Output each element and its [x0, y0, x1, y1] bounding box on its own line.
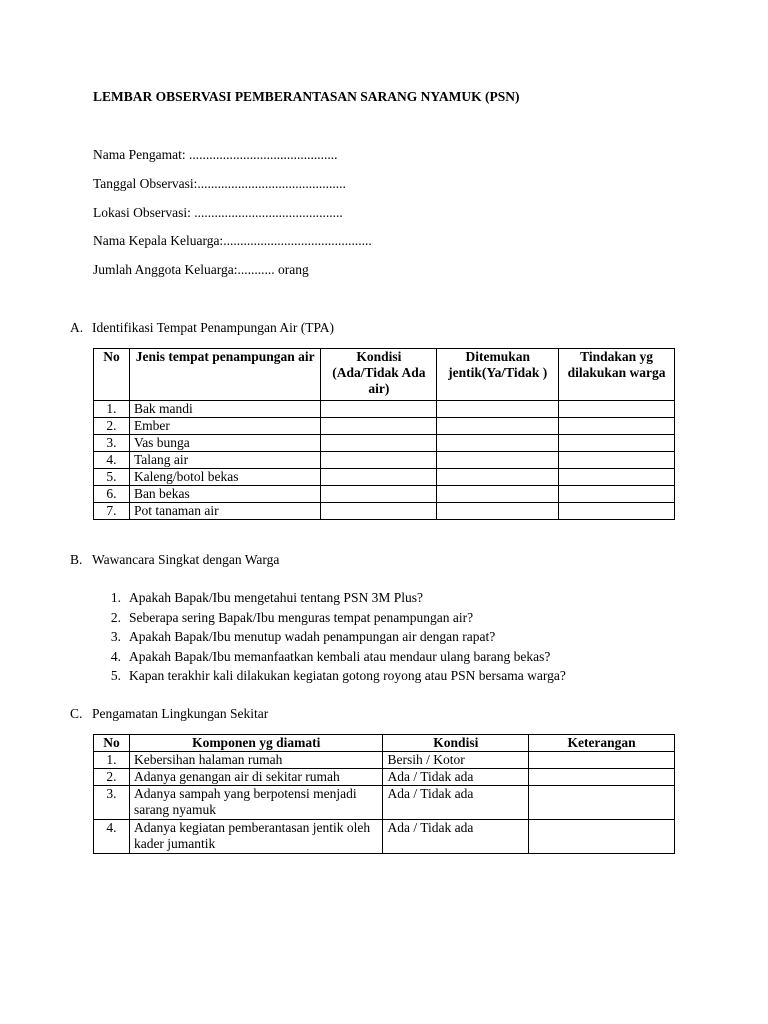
tindakan-cell[interactable] [559, 401, 675, 418]
jentik-cell[interactable] [437, 452, 559, 469]
tindakan-cell[interactable] [559, 418, 675, 435]
jentik-cell[interactable] [437, 418, 559, 435]
kondisi-option[interactable]: Ada / Tidak ada [383, 786, 529, 820]
section-b-title: Wawancara Singkat dengan Warga [92, 552, 280, 567]
section-a-title: Identifikasi Tempat Penampungan Air (TPA) [92, 320, 335, 335]
section-c-letter: C. [70, 706, 83, 721]
jentik-cell[interactable] [437, 435, 559, 452]
question-text: Apakah Bapak/Ibu memanfaatkan kembali atau mendaur ulang barang bekas? [129, 648, 551, 664]
list-item [93, 627, 566, 647]
tindakan-cell[interactable] [559, 435, 675, 452]
section-b-heading [70, 552, 279, 568]
table-row [94, 452, 675, 469]
keterangan-cell[interactable] [529, 752, 675, 769]
table-row [94, 769, 675, 786]
kondisi-option[interactable]: Ada / Tidak ada [383, 769, 529, 786]
kondisi-cell[interactable] [321, 503, 437, 520]
kondisi-cell[interactable] [321, 418, 437, 435]
row-number: 1. [94, 752, 130, 769]
jentik-cell[interactable] [437, 503, 559, 520]
section-c-heading [70, 706, 268, 722]
keterangan-cell[interactable] [529, 820, 675, 854]
tindakan-cell[interactable] [559, 486, 675, 503]
table-row [94, 435, 675, 452]
komponen-item: Adanya kegiatan pemberantasan jentik oleh kader jumantik [129, 820, 383, 854]
question-text: Apakah Bapak/Ibu menutup wadah penampungan air dengan rapat? [129, 629, 496, 644]
list-item [93, 666, 566, 686]
tpa-item: Ban bekas [129, 486, 321, 503]
table-row [94, 401, 675, 418]
field-nama-pengamat: Nama Pengamat: ............................................ [93, 147, 338, 162]
jentik-cell[interactable] [437, 486, 559, 503]
field-nama-kepala-keluarga: Nama Kepala Keluarga:............................................ [93, 233, 372, 248]
row-number: 3. [94, 435, 130, 452]
tpa-table [93, 348, 675, 520]
table-row [94, 752, 675, 769]
list-item [93, 647, 566, 667]
kondisi-cell[interactable] [321, 435, 437, 452]
list-item [93, 608, 566, 628]
tpa-header-jenis: Jenis tempat penampungan air [129, 349, 321, 401]
field-lokasi-observasi: Lokasi Observasi: ............................................ [93, 205, 343, 220]
section-a-heading [70, 320, 334, 336]
komponen-item: Adanya genangan air di sekitar rumah [129, 769, 383, 786]
keterangan-cell[interactable] [529, 769, 675, 786]
list-item [93, 588, 566, 608]
row-number: 2. [94, 418, 130, 435]
question-number: 1. [110, 590, 121, 605]
document-title: LEMBAR OBSERVASI PEMBERANTASAN SARANG NYAMUK (PSN) [93, 89, 520, 104]
jentik-cell[interactable] [437, 401, 559, 418]
table-row [94, 503, 675, 520]
kondisi-cell[interactable] [321, 401, 437, 418]
interview-questions [93, 588, 566, 686]
kondisi-cell[interactable] [321, 486, 437, 503]
table-row [94, 418, 675, 435]
lingkungan-table-header [94, 735, 675, 752]
tindakan-cell[interactable] [559, 452, 675, 469]
tpa-item: Talang air [129, 452, 321, 469]
tpa-item: Kaleng/botol bekas [129, 469, 321, 486]
row-number: 6. [94, 486, 130, 503]
section-b-letter: B. [70, 552, 83, 567]
question-number: 5. [110, 668, 121, 683]
table-row [94, 469, 675, 486]
lingkungan-table [93, 734, 675, 854]
field-tanggal-observasi: Tanggal Observasi:............................................ [93, 176, 346, 191]
row-number: 4. [94, 820, 130, 854]
jentik-cell[interactable] [437, 469, 559, 486]
komponen-item: Kebersihan halaman rumah [129, 752, 383, 769]
row-number: 4. [94, 452, 130, 469]
kondisi-cell[interactable] [321, 469, 437, 486]
row-number: 5. [94, 469, 130, 486]
tpa-item: Ember [129, 418, 321, 435]
tpa-table-header [94, 349, 675, 401]
tpa-header-tindakan: Tindakan yg dilakukan warga [559, 349, 675, 401]
section-a-letter: A. [70, 320, 84, 335]
section-c-title: Pengamatan Lingkungan Sekitar [92, 706, 269, 721]
keterangan-cell[interactable] [529, 786, 675, 820]
komponen-item: Adanya sampah yang berpotensi menjadi sarang nyamuk [129, 786, 383, 820]
question-number: 4. [110, 648, 121, 664]
question-text: Apakah Bapak/Ibu mengetahui tentang PSN 3M Plus? [129, 590, 423, 605]
lingkungan-header-komponen: Komponen yg diamati [129, 735, 383, 752]
lingkungan-header-kondisi: Kondisi [383, 735, 529, 752]
table-row [94, 820, 675, 854]
tpa-header-jentik: Ditemukan jentik(Ya/Tidak ) [437, 349, 559, 401]
tpa-item: Vas bunga [129, 435, 321, 452]
tpa-header-no: No [94, 349, 130, 401]
lingkungan-header-keterangan: Keterangan [529, 735, 675, 752]
tpa-item: Pot tanaman air [129, 503, 321, 520]
kondisi-cell[interactable] [321, 452, 437, 469]
tpa-header-kondisi: Kondisi (Ada/Tidak Ada air) [321, 349, 437, 401]
question-number: 2. [110, 609, 121, 625]
field-jumlah-anggota: Jumlah Anggota Keluarga:........... orang [93, 262, 309, 277]
row-number: 7. [94, 503, 130, 520]
table-row [94, 486, 675, 503]
tindakan-cell[interactable] [559, 469, 675, 486]
tindakan-cell[interactable] [559, 503, 675, 520]
question-text: Kapan terakhir kali dilakukan kegiatan gotong royong atau PSN bersama warga? [129, 668, 566, 683]
kondisi-option[interactable]: Ada / Tidak ada [383, 820, 529, 854]
tpa-item: Bak mandi [129, 401, 321, 418]
table-row [94, 786, 675, 820]
question-number: 3. [110, 629, 121, 644]
row-number: 2. [94, 769, 130, 786]
question-text: Seberapa sering Bapak/Ibu menguras tempat penampungan air? [129, 609, 474, 625]
kondisi-option[interactable]: Bersih / Kotor [383, 752, 529, 769]
row-number: 3. [94, 786, 130, 820]
row-number: 1. [94, 401, 130, 418]
lingkungan-header-no: No [94, 735, 130, 752]
